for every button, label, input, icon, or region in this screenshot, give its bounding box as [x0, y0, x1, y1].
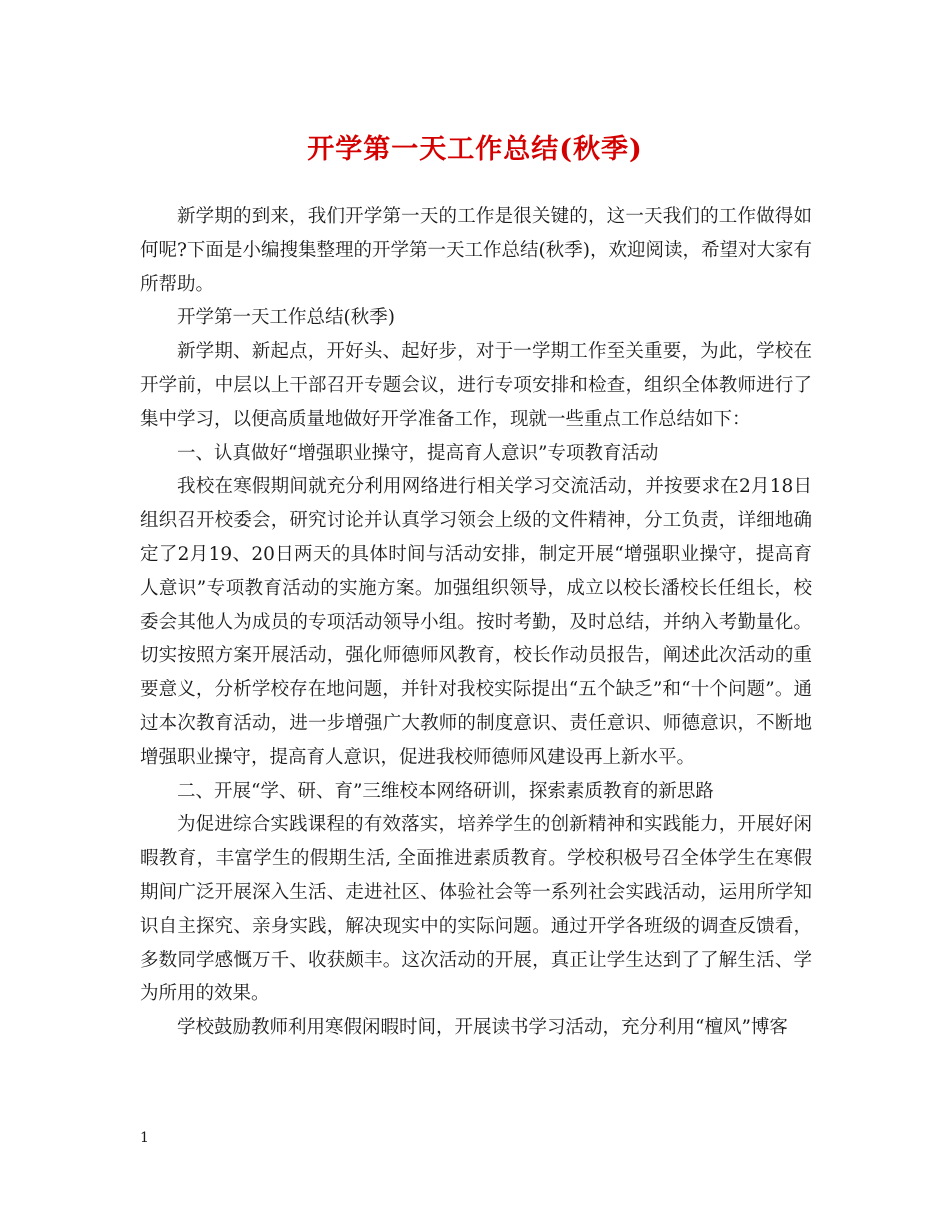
document-body	[140, 200, 812, 1045]
page-number: 1	[140, 1130, 149, 1146]
section-2-paragraph: 为促进综合实践课程的有效落实，培养学生的创新精神和实践能力，开展好闲暇教育，丰富学生的假期生活, 全面推进素质教育。学校积极号召全体学生在寒假期间广泛开展深入生活、走进社区、体验社会等一系列社会实践活动，运用所学知识自主探究、亲身实践，解决现实中的实际问题。通过开学各班级的调查反馈看，多数同学感慨万千、收获颇丰。这次活动的开展，真正让学生达到了了解生活、学为所用的效果。	[140, 814, 812, 1005]
section-heading-1: 一、认真做好“增强职业操守，提高育人意识”专项教育活动	[177, 442, 659, 464]
subtitle-paragraph: 开学第一天工作总结(秋季)	[177, 307, 395, 329]
intro-paragraph: 新学期的到来，我们开学第一天的工作是很关键的，这一天我们的工作做得如何呢?下面是小编搜集整理的开学第一天工作总结(秋季)，欢迎阅读，希望对大家有所帮助。	[140, 206, 812, 295]
section-2-paragraph-continued: 学校鼓励教师利用寒假闲暇时间，开展读书学习活动，充分利用“檀风”博客	[177, 1017, 788, 1039]
document-title: 开学第一天工作总结(秋季)	[307, 134, 643, 165]
section-1-paragraph: 我校在寒假期间就充分利用网络进行相关学习交流活动，并按要求在2月18日组织召开校委会，研究讨论并认真学习领会上级的文件精神，分工负责，详细地确定了2月19、20日两天的具体时间与活动安排，制定开展“增强职业操守，提高育人意识”专项教育活动的实施方案。加强组织领导，成立以校长潘校长任组长，校委会其他人为成员的专项活动领导小组。按时考勤，及时总结，并纳入考勤量化。切实按照方案开展活动，强化师德师风教育，校长作动员报告，阐述此次活动的重要意义，分析学校存在地问题，并针对我校实际提出“五个缺乏”和“十个问题”。通过本次教育活动，进一步增强广大教师的制度意识、责任意识、师德意识，不断地增强职业操守，提高育人意识，促进我校师德师风建设再上新水平。	[140, 476, 812, 768]
section-heading-2: 二、开展“学、研、育”三维校本网络研训，探索素质教育的新思路	[177, 780, 714, 802]
overview-paragraph: 新学期、新起点，开好头、起好步，对于一学期工作至关重要，为此，学校在开学前，中层以上干部召开专题会议，进行专项安排和检查，组织全体教师进行了集中学习，以便高质量地做好开学准备工作，现就一些重点工作总结如下：	[140, 341, 812, 430]
